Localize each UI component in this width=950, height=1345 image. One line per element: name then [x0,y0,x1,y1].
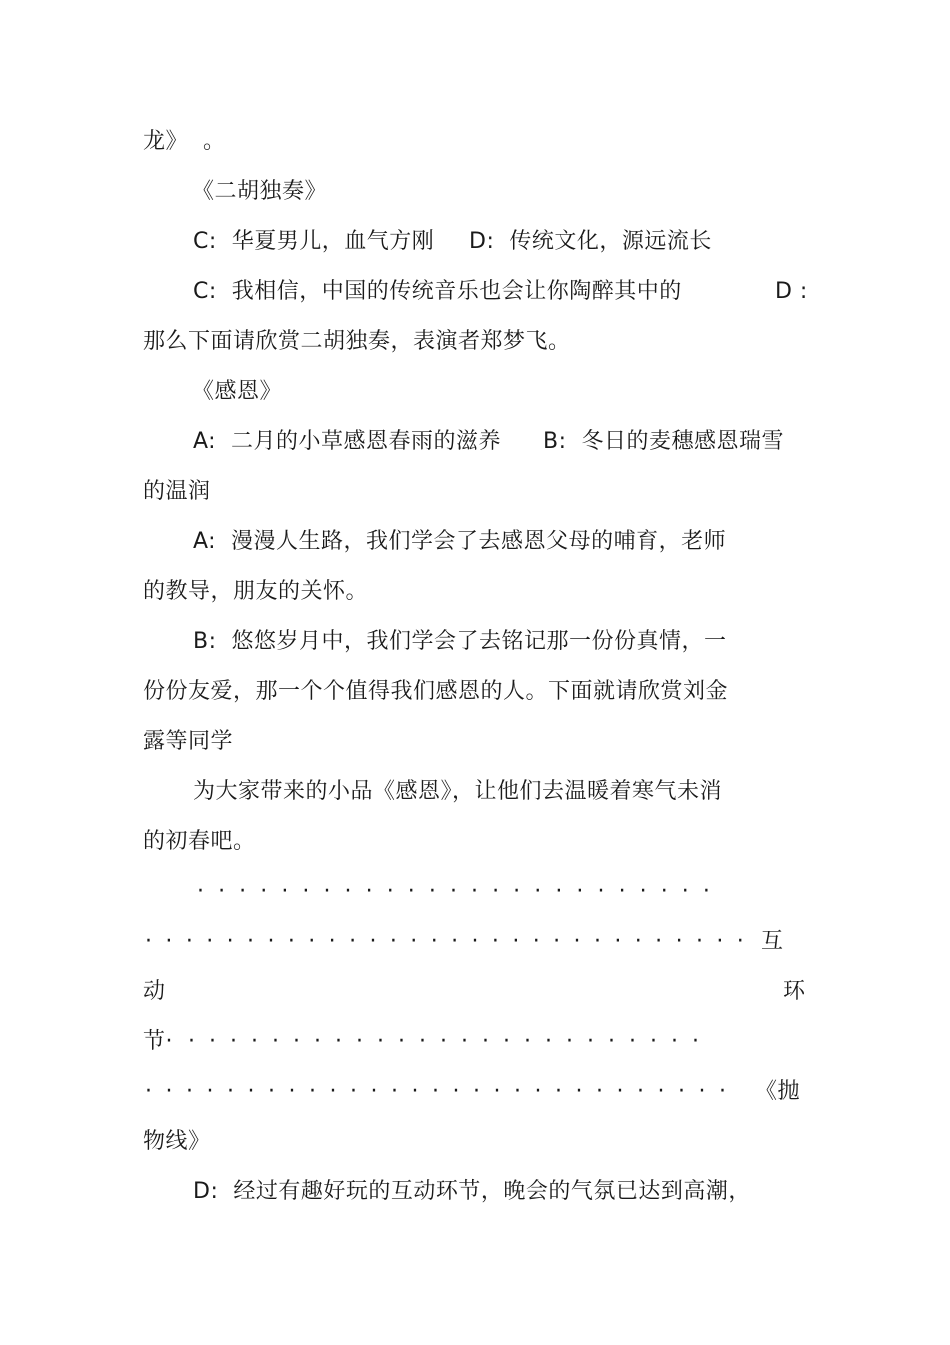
text-line: 露等同学 [143,729,234,754]
text-line: A: 二月的小草感恩春雨的滋养 [193,429,502,454]
text-line: 的温润 [143,479,211,504]
text-line: D : [775,279,808,304]
section-title-parabola: 物线》 [143,1129,211,1154]
text-line: 那么下面请欣赏二胡独奏，表演者郑梦飞。 [143,329,571,354]
text-line: B: 悠悠岁月中，我们学会了去铭记那一份份真情，一 [193,629,727,654]
section-title-gratitude: 《感恩》 [192,379,283,404]
text-line: 动 [143,979,166,1004]
text-line: D: 传统文化，源远流长 [469,229,712,254]
text-line: 《抛 [755,1079,801,1104]
dotted-leader: · · · · · · · · · · · · · · · · · · · · · · · · · · · · · · [145,929,744,954]
text-line: C: 我相信，中国的传统音乐也会让你陶醉其中的 [193,279,682,304]
text-line: C: 华夏男儿，血气方刚 [193,229,435,254]
text-line: 的初春吧。 [143,829,256,854]
text-line: A: 漫漫人生路，我们学会了去感恩父母的哺育，老师 [193,529,727,554]
text-line: 节· [143,1029,173,1054]
section-title-erhu: 《二胡独奏》 [192,179,328,204]
dotted-leader: · · · · · · · · · · · · · · · · · · · · · · · · · · · · · [145,1079,726,1104]
dotted-leader: · · · · · · · · · · · · · · · · · · · · · · · · · [197,879,710,904]
text-line: 互 [761,929,784,954]
text-line: 环 [783,979,806,1004]
text-line: B: 冬日的麦穗感恩瑞雪 [543,429,784,454]
text-line: 的教导，朋友的关怀。 [143,579,369,604]
text-line: 为大家带来的小品《感恩》，让他们去温暖着寒气未消 [193,779,723,804]
text-line: D: 经过有趣好玩的互动环节，晚会的气氛已达到高潮， [193,1179,751,1204]
text-line: 龙》 。 [143,129,226,154]
text-line: 份份友爱，那一个个值得我们感恩的人。下面就请欣赏刘金 [143,679,729,704]
dotted-leader: · · · · · · · · · · · · · · · · · · · · · · · · · [188,1029,699,1054]
